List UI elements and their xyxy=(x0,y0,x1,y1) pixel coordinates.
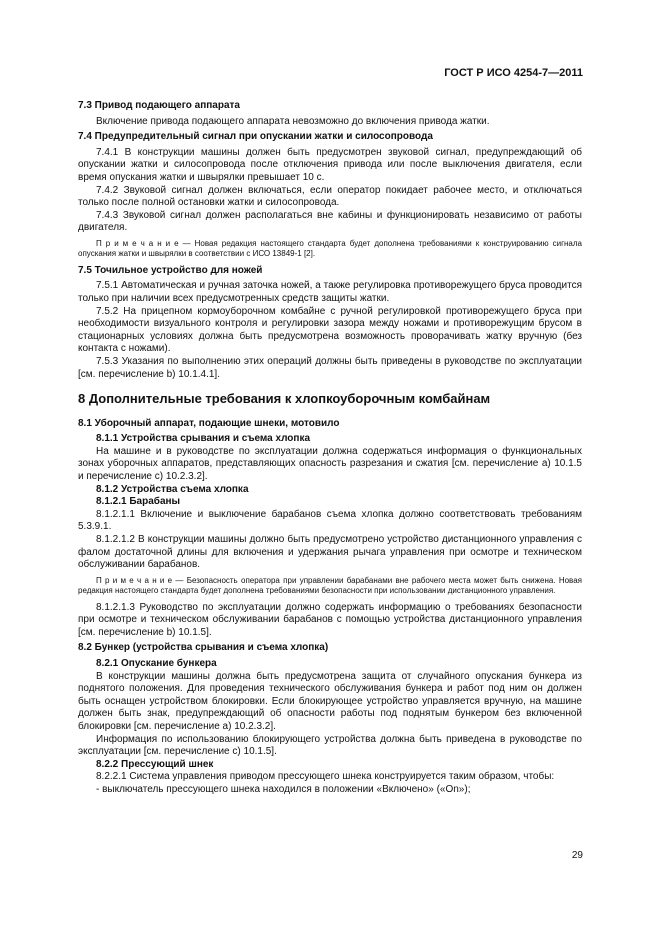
paragraph: 7.5.2 На прицепном кормоуборочном комбайне с ручной регулировкой противорежущего бруса при необходимости визуального контроля и регулировки зазора между ножами и противорежущим брусом в стационарных условиях должна быть предусмотрена возможность проворачивать жатку вручную (без контакта с ножами). xyxy=(78,305,582,355)
list-item: - выключатель прессующего шнека находился в положении «Включено» («On»); xyxy=(96,783,471,795)
note: П р и м е ч а н и е — Безопасность оператора при управлении барабанами вне рабочего места может быть снижена. Новая редакция настоящего стандарта будет дополнена требованиями безопасности при использовании дистанционного управления. xyxy=(78,575,582,596)
chapter-heading: 8 Дополнительные требования к хлопкоуборочным комбайнам xyxy=(78,391,491,407)
paragraph: Включение привода подающего аппарата невозможно до включения привода жатки. xyxy=(96,115,490,127)
paragraph: На машине и в руководстве по эксплуатации должна содержаться информация о функциональных зонах уборочных аппаратов, представляющих опасность разрезания и сжатия [см. перечисление а) 10.1.5 и перечисление с) 10.2.3.2]. xyxy=(78,445,582,483)
document-body xyxy=(78,97,582,797)
paragraph: 8.1.2.1.3 Руководство по эксплуатации должно содержать информацию о требованиях безопасности при осмотре и техническом обслуживании барабанов с помощью устройства дистанционного управления [см. перечисление b) 10.1.5]. xyxy=(78,601,582,638)
section-heading: 8.2 Бункер (устройства срывания и съема хлопка) xyxy=(78,642,329,654)
section-heading: 7.3 Привод подающего аппарата xyxy=(78,100,240,111)
subsection-heading: 8.1.1 Устройства срывания и съема хлопка xyxy=(96,433,311,445)
subsection-heading: 8.1.2.1 Барабаны xyxy=(96,496,181,508)
section-heading: 7.4 Предупредительный сигнал при опускании жатки и силосопровода xyxy=(78,131,433,143)
subsection-heading: 8.1.2 Устройства съема хлопка xyxy=(96,483,249,495)
note: П р и м е ч а н и е — Новая редакция настоящего стандарта будет дополнена требованиями к конструированию сигнала опускания жатки и швырялки в соответствии с ИСО 13849-1 [2]. xyxy=(78,238,582,259)
paragraph: 8.1.2.1.1 Включение и выключение барабанов съема хлопка должно соответствовать требованиям 5.3.9.1. xyxy=(78,508,582,533)
paragraph: 8.2.2.1 Система управления приводом прессующего шнека конструируется таким образом, чтобы: xyxy=(96,771,555,783)
paragraph: 7.4.1 В конструкции машины должен быть предусмотрен звуковой сигнал, предупреждающий об опускании жатки и силосопровода после отключения привода или после выключения двигателя, если время опускания жатки и швырялки превышает 10 с. xyxy=(78,146,582,183)
paragraph: Информация по использованию блокирующего устройства должна быть приведена в руководстве по эксплуатации [см. перечисление с) 10.1.5]. xyxy=(78,733,582,758)
subsection-heading: 8.2.2 Прессующий шнек xyxy=(96,758,214,770)
document-header: ГОСТ Р ИСО 4254-7—2011 xyxy=(444,67,583,79)
subsection-heading: 8.2.1 Опускание бункера xyxy=(96,658,217,669)
paragraph: В конструкции машины должна быть предусмотрена защита от случайного опускания бункера из поднятого положения. Для проведения технического обслуживания бункера и работ под ним он должен быть оснащен устройством блокировки. Если блокирующее устройство управляется вручную, на машине должен быть знак, предупреждающий об опасности работы под поднятым бункером без включенной блокировки [см. перечисление а) 10.2.3.2]. xyxy=(78,670,582,732)
paragraph: 7.5.3 Указания по выполнению этих операций должны быть приведены в руководстве по эксплуатации [см. перечисление b) 10.1.4.1]. xyxy=(78,355,582,380)
paragraph: 7.4.3 Звуковой сигнал должен располагаться вне кабины и функционировать независимо от работы двигателя. xyxy=(78,209,582,234)
page-number: 29 xyxy=(571,850,583,861)
paragraph: 7.4.2 Звуковой сигнал должен включаться, если оператор покидает рабочее место, и отключаться только после полной остановки жатки и силосопровода. xyxy=(78,184,582,209)
section-heading: 7.5 Точильное устройство для ножей xyxy=(78,264,263,276)
paragraph: 8.1.2.1.2 В конструкции машины должно быть предусмотрено устройство дистанционного управления с фалом достаточной длины для включения и удержания рычага управления при осмотре и техническом обслуживании барабанов. xyxy=(78,534,582,571)
paragraph: 7.5.1 Автоматическая и ручная заточка ножей, а также регулировка противорежущего бруса проводится только при наличии всех предусмотренных средств защиты жатки. xyxy=(78,280,582,304)
section-heading: 8.1 Уборочный аппарат, подающие шнеки, мотовило xyxy=(78,417,340,429)
